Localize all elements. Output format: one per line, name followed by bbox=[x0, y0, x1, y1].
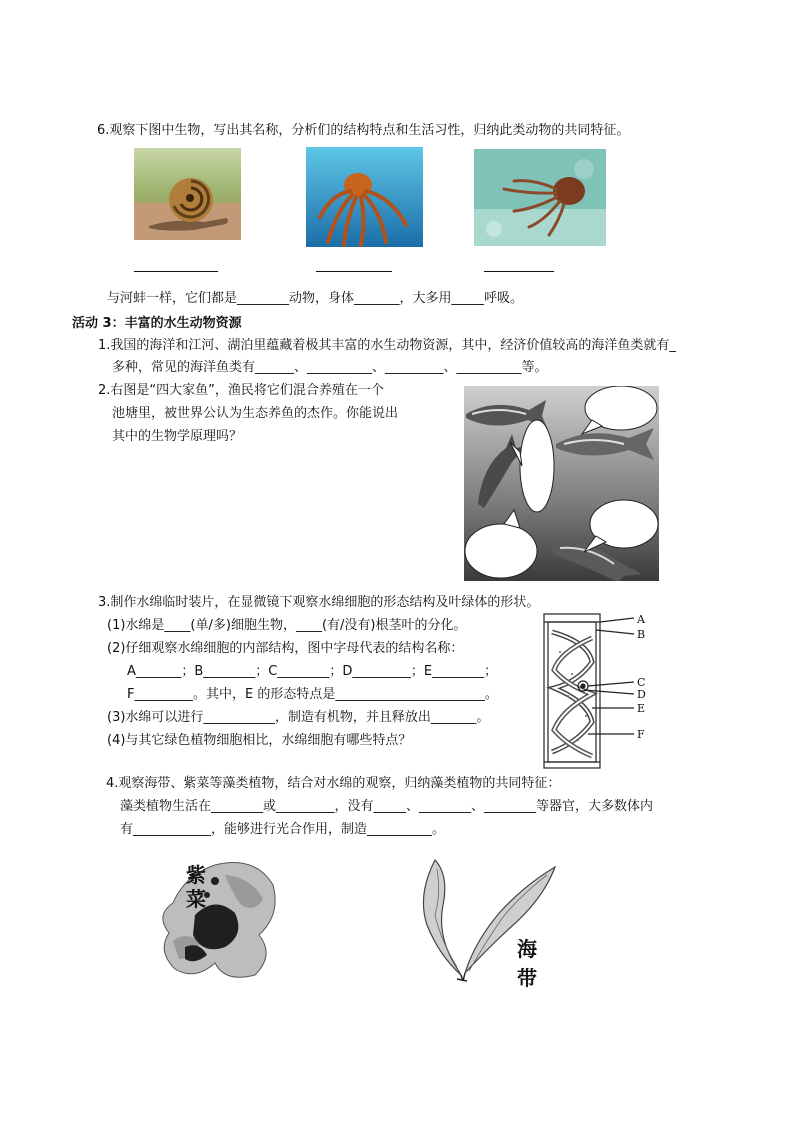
q2-line1: 2.右图是“四大家鱼”，渔民将它们混合养殖在一个 bbox=[98, 383, 384, 398]
q2-line3: 其中的生物学原理吗？ bbox=[112, 429, 243, 444]
q6-summary: 与河蚌一样，它们都是________动物，身体_______，大多用_____呼吸。 bbox=[107, 291, 524, 306]
q3-s2-line-a: A_______；B________；C________；D_________；E________； bbox=[127, 664, 498, 679]
haidai-label-2: 带 bbox=[517, 966, 537, 990]
q4-line3: 有____________，能够进行光合作用，制造__________。 bbox=[120, 822, 446, 837]
q3-s3: (3)水绵可以进行___________，制造有机物，并且释放出_______。 bbox=[107, 710, 490, 725]
label-b: B bbox=[637, 628, 646, 641]
activity3-title: 活动 3：丰富的水生动物资源 bbox=[72, 316, 242, 331]
zicai-illustration bbox=[155, 855, 285, 987]
q3-s4: (4)与其它绿色植物细胞相比，水绵细胞有哪些特点？ bbox=[107, 733, 412, 748]
octopus-photo bbox=[306, 147, 423, 247]
q3-title: 3.制作水绵临时装片，在显微镜下观察水绵细胞的形态结构及叶绿体的形状。 bbox=[98, 595, 540, 610]
label-e: E bbox=[637, 702, 646, 715]
q3-s2: (2)仔细观察水绵细胞的内部结构，图中字母代表的结构名称： bbox=[107, 641, 464, 656]
snail-photo bbox=[134, 148, 241, 240]
snail-name-blank[interactable] bbox=[134, 271, 218, 272]
label-c: C bbox=[637, 676, 646, 689]
q1-line1: 1.我国的海洋和江河、湖泊里蕴藏着极其丰富的水生动物资源，其中，经济价值较高的海洋鱼类就有_ bbox=[98, 338, 676, 353]
haidai-illustration bbox=[405, 855, 570, 985]
q4-line2: 藻类植物生活在________或_________，没有_____、________、________等器官，大多数体内 bbox=[120, 799, 654, 814]
zicai-label-1: 紫 bbox=[186, 863, 206, 887]
octopus-name-blank[interactable] bbox=[316, 271, 392, 272]
q1-line2: 多种，常见的海洋鱼类有______、__________、_________、__________等。 bbox=[112, 360, 548, 375]
spirogyra-diagram bbox=[538, 612, 648, 770]
four-fish-image bbox=[464, 386, 659, 581]
zicai-label-2: 菜 bbox=[186, 887, 206, 911]
squid-name-blank[interactable] bbox=[484, 271, 554, 272]
haidai-label-1: 海 bbox=[517, 937, 537, 961]
label-a: A bbox=[637, 613, 645, 626]
label-f: F bbox=[637, 728, 645, 741]
q4-line1: 4.观察海带、紫菜等藻类植物，结合对水绵的观察，归纳藻类植物的共同特征： bbox=[106, 776, 561, 791]
q6-prompt: 6.观察下图中生物，写出其名称，分析们的结构特点和生活习性，归纳此类动物的共同特征。 bbox=[97, 123, 630, 138]
q3-s2-line-b: F_________。其中，E 的形态特点是_______________________。 bbox=[127, 687, 498, 702]
q2-line2: 池塘里，被世界公认为生态养鱼的杰作。你能说出 bbox=[112, 406, 399, 421]
squid-photo bbox=[474, 149, 606, 246]
label-d: D bbox=[637, 688, 646, 701]
q3-s1: (1)水绵是____(单/多)细胞生物，____(有/没有)根茎叶的分化。 bbox=[107, 618, 467, 633]
